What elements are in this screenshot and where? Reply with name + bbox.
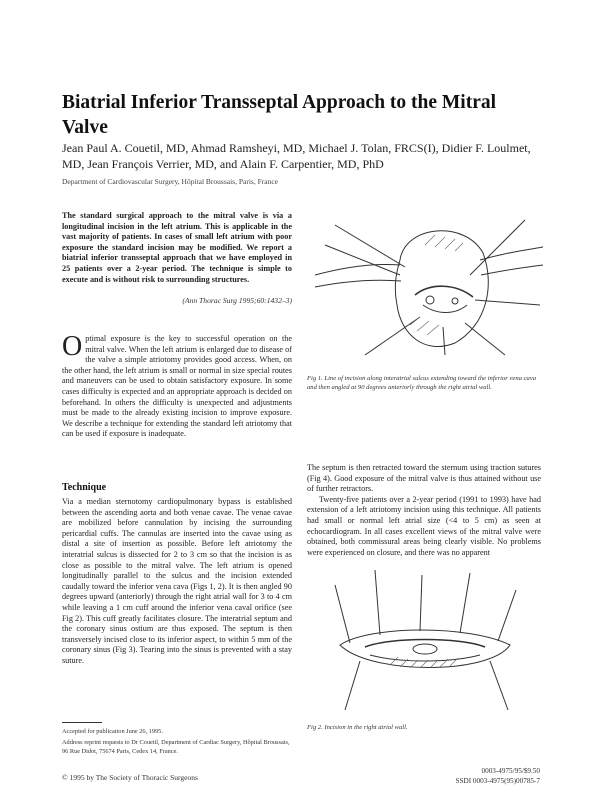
- paragraph-2: Twenty-five patients over a 2-year period (1991 to 1993) have had extension of a left atriotomy incision using this technique. All patients had small or normal left atrial size (<4 to 5 cm) as seen at echocardiogram. In all cases excellent views of the mitral valve were obtained, both commissural areas being clearly visible. No problems were experienced on closure, and there was no apparent: [307, 494, 541, 557]
- issn-block: [440, 766, 540, 786]
- accepted-date: Accepted for publication June 26, 1995.: [62, 728, 163, 735]
- ssdi-code: SSDI 0003-4975(95)00785-7: [455, 777, 540, 785]
- footnote: [62, 728, 294, 756]
- right-column-text: [307, 463, 541, 558]
- copyright: © 1995 by The Society of Thoracic Surgeons: [62, 773, 198, 782]
- introduction: [62, 331, 292, 440]
- technique-text: Via a median sternotomy cardiopulmonary bypass is established between the ascending aorta and both venae cavae. The venae cavae are mobilized before cannulation by incising the surrounding pericardial cuffs. The cannulas are inserted into the cavae using as distal a site of insertion as possible. Before left atriotomy the interatrial sulcus is dissected for 2 to 3 cm so that the incision is as close as possible to the mitral valve. The left atrium is opened longitudinally parallel to the sulcus and the incision extended caudally toward the inferior vena cava (Figs 1, 2). It is then angled 90 degrees upward (anteriorly) through the right atrial wall for 3 to 4 cm while leaving a 1 cm cuff around the inferior vena caval orifice (see Fig 2). This cuff greatly facilitates closure. The interatrial septum and the coronary sinus ostium are thus exposed. The septum is then transversely incised close to its inferior aspect, to within 5 mm of the coronary sinus (Fig 3). Tearing into the sinus is prevented with a stay suture.: [62, 497, 292, 665]
- author-list: Jean Paul A. Couetil, MD, Ahmad Ramsheyi, MD, Michael J. Tolan, FRCS(I), Didier F. Loulmet, MD, Jean François Verrier, MD, and Alain F. Carpentier, MD, PhD: [62, 141, 531, 171]
- article-title: Biatrial Inferior Transseptal Approach to the Mitral Valve: [62, 92, 497, 138]
- paragraph-1: The septum is then retracted toward the sternum using traction sutures (Fig 4). Good exposure of the mitral valve is thus attained without use of further retractors.: [307, 463, 541, 494]
- figure-1-illustration: [305, 205, 545, 365]
- journal-citation: (Ann Thorac Surg 1995;60:1432–3): [182, 296, 292, 305]
- figure-1-caption: Fig 1. Line of incision along interatrial sulcus extending toward the inferior vena cava and then angled at 90 degrees anteriorly through the right atrial wall.: [307, 375, 537, 391]
- reprint-address: Address reprint requests to Dr Couetil, Department of Cardiac Surgery, Hôpital Broussais, 96 Rue Didot, 75674 Paris, Cedex 14, France.: [62, 739, 290, 755]
- figure-1: [305, 205, 545, 365]
- drop-cap: O: [62, 331, 83, 362]
- affiliation: Department of Cardiovascular Surgery, Hôpital Broussais, Paris, France: [62, 177, 278, 186]
- abstract: The standard surgical approach to the mitral valve is via a longitudinal incision in the left atrium. This is applicable in the vast majority of patients. In cases of small left atrium with poor exposure the standard incision may be modified. We report a biatrial inferior transseptal approach that we have employed in 25 patients over a 2-year period. The technique is simple to execute and is without risk to surrounding structures.: [62, 211, 292, 284]
- intro-text: ptimal exposure is the key to successful operation on the mitral valve. When the left atrium is enlarged due to disease of the valve a simple atriotomy provides good access. When, on the other hand, the left atrium is small or normal in size special routes and maneuvers can be used to obtain satisfactory exposure. In some cases difficulty is expected and an appropriate approach is decided on beforehand. In others the difficulty is unexpected and adjustments must be made to the already existing incision to improve exposure. We describe a technique for extending the standard left atriotomy that can be used if exposure is inadequate.: [62, 334, 292, 439]
- figure-2-illustration: [320, 565, 530, 715]
- issn-code: 0003-4975/95/$9.50: [481, 767, 540, 775]
- section-heading-technique: Technique: [62, 482, 107, 493]
- figure-2-caption: Fig 2. Incision in the right atrial wall.: [307, 724, 408, 731]
- figure-2: [320, 565, 530, 715]
- footnote-rule: [62, 722, 102, 723]
